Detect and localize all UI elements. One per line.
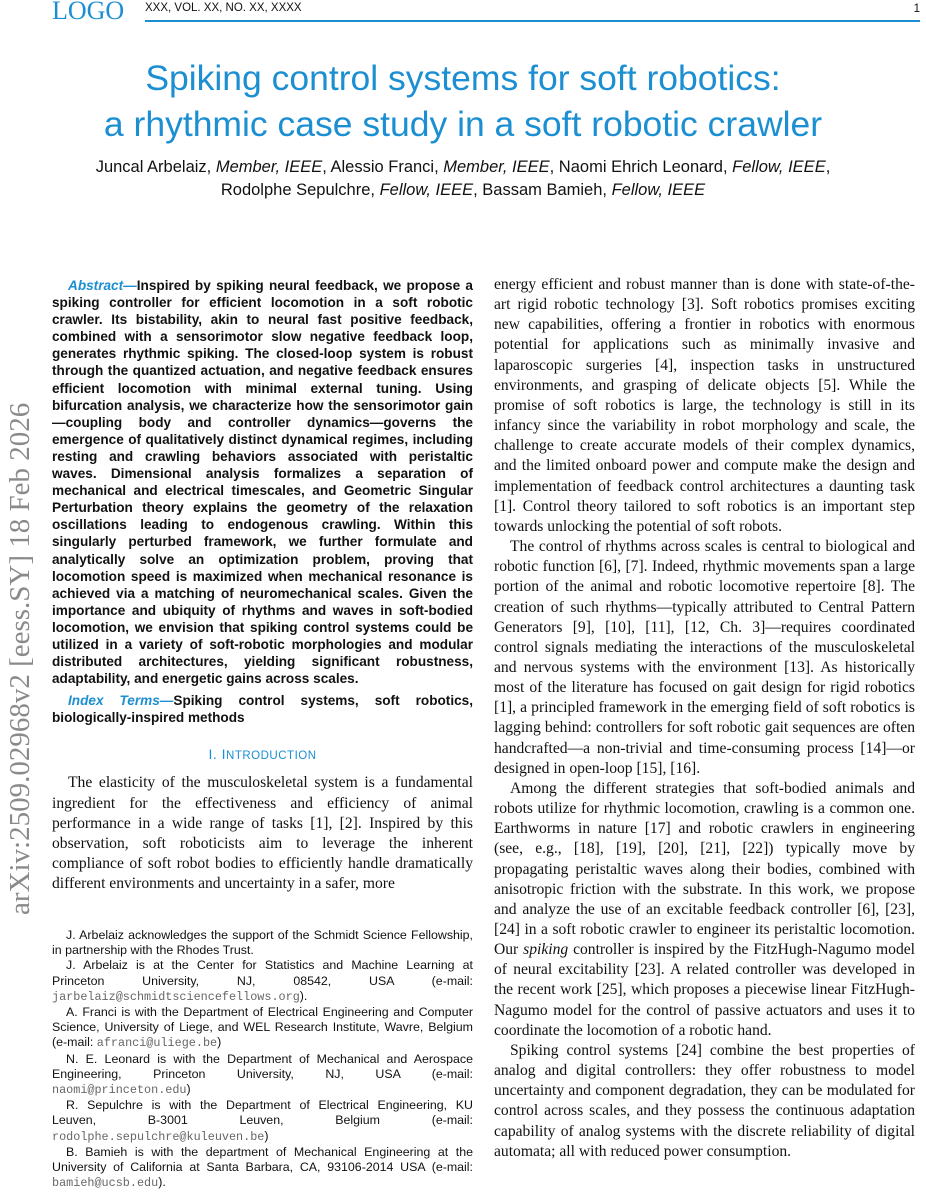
footnotes (52, 928, 473, 1191)
intro-paragraph-continued: energy efficient and robust manner than is done with state-of-the-art rigid robotic technology [3]. Soft robotics promises exciting new capabilities, offering a frontier in robotics with enormous potential for applications such as minimally invasive and laparoscopic surgeries [4], inspection tasks in unstructured environments, and grasping of delicate objects [5]. While the promise of soft robotics is large, the technology is still in its infancy since the variability in robot morphology and scale, the challenge to create accurate models of their complex dynamics, and the limited onboard power and compute make the design and implementation of feedback control architectures a daunting task [1]. Control theory tailored to soft robotics is an important step towards unlocking the potential of soft robots. (494, 276, 915, 535)
footnote: J. Arbelaiz acknowledges the support of the Schmidt Science Fellowship, in partnership with the Rhodes Trust. (52, 928, 473, 958)
running-header (52, 0, 926, 26)
author-role: Fellow, IEEE (732, 158, 826, 176)
title-line-2: a rhythmic case study in a soft robotic crawler (103, 104, 823, 144)
email-link[interactable]: rodolphe.sepulchre@kuleuven.be (52, 1129, 265, 1144)
journal-logo: LOGO (52, 0, 125, 25)
header-rule (145, 20, 920, 22)
author-role: Member, IEEE (215, 158, 323, 176)
footnote: B. Bamieh is with the department of Mechanical Engineering at the University of California at Santa Barbara, CA, 93106-2014 USA (e-mail: bamieh@ucsb.edu). (52, 1144, 473, 1191)
section-heading: I. INTRODUCTION (208, 746, 317, 763)
intro-paragraph: Spiking control systems [24] combine the best properties of analog and digital controllers: they offer robustness to model uncertainty and component degradation, they can be modulated for control across scales, and they possess the continuous adaptation capability of analog systems with the discrete reliability of digital automata; all with reduced power consumption. (494, 1041, 915, 1160)
author-name: , Bassam Bamieh, (473, 181, 612, 199)
intro-paragraph: The elasticity of the musculoskeletal system is a fundamental ingredient for the effectiveness and efficiency of animal performance in a wide range of tasks [1], [2]. Inspired by this observation, soft roboticists aim to leverage the inherent compliance of soft robot bodies to efficiently handle dramatically different environments and uncertainty in a safer, more (52, 774, 473, 893)
footnote: A. Franci is with the Department of Electrical Engineering and Computer Science, University of Liege, and WEL Research Institute, Wavre, Belgium (e-mail: afranci@uliege.be) (52, 1005, 473, 1051)
author-sep: , (825, 158, 831, 176)
email-link[interactable]: naomi@princeton.edu (52, 1083, 187, 1098)
abstract (52, 277, 473, 687)
paper-title (0, 55, 926, 147)
email-link[interactable]: afranci@uliege.be (96, 1036, 218, 1051)
author-role: Fellow, IEEE (379, 181, 474, 199)
index-terms-label: Index Terms— (68, 693, 174, 709)
author-name: , Alessio Franci, (322, 158, 444, 176)
page-number: 1 (913, 3, 920, 15)
left-column (52, 277, 473, 894)
right-column (494, 275, 915, 1162)
email-link[interactable]: jarbelaiz@schmidtsciencefellows.org (52, 989, 300, 1004)
journal-info: XXX, VOL. XX, NO. XX, XXXX (145, 2, 302, 14)
intro-paragraph: The control of rhythms across scales is central to biological and robotic function [6], [7]. Indeed, rhythmic movements span a large portion of the animal and robotic locomotive repertoire [8]. The creation of such rhythms—typically attributed to Central Pattern Generators [9], [10], [11], [12, Ch. 3]—requires coordinated control signals mediating the interactions of the musculoskeletal and nervous systems with the environment [13]. As historically most of the literature has focused on gait design for rigid robotics [1], a principled framework in the emerging field of soft robotics is lagging behind: controllers for soft robotic gait sequences are often handcrafted—a non-trivial and time-consuming process [14]—or designed in open-loop [15], [16]. (494, 538, 915, 777)
index-terms (52, 692, 473, 726)
author-name: Rodolphe Sepulchre, (220, 181, 380, 199)
author-role: Member, IEEE (443, 158, 550, 176)
author-name: Juncal Arbelaiz, (95, 158, 216, 176)
intro-paragraph: Among the different strategies that soft-bodied animals and robots utilize for rhythmic locomotion, crawling is a common one. Earthworms in nature [17] and robotic crawlers in engineering (see, e.g., [18], [19], [20], [21], [22]) typically move by propagating peristaltic waves along their bodies, combined with anisotropic friction with the substrate. In this work, we propose and analyze the use of an excitable feedback controller [6], [23], [24] in a soft robotic crawler to engineer its peristaltic locomotion. Our spiking controller is inspired by the FitzHugh-Nagumo model of neural excitability [23]. A related controller was developed in the recent work [25], which proposes a piecewise linear FitzHugh-Nagumo model for the control of passive actuators and uses it to coordinate the locomotion of a robotic hand. (494, 779, 915, 1039)
title-line-1: Spiking control systems for soft robotics: (145, 58, 781, 98)
abstract-label: Abstract— (68, 278, 137, 293)
index-terms-text: Spiking control systems, soft robotics, biologically-inspired methods (52, 693, 474, 726)
footnote: R. Sepulchre is with the Department of Electrical Engineering, KU Leuven, B-3001 Leuven, Belgium (e-mail: rodolphe.sepulchre@kuleuven.be) (52, 1098, 473, 1144)
abstract-text: Inspired by spiking neural feedback, we propose a spiking controller for efficient locomotion in a soft robotic crawler. Its bistability, akin to neural fast positive feedback, combined with a sensorimotor slow negative feedback loop, generates rhythmic spiking. The closed-loop system is robust through the quantized actuation, and negative feedback ensures efficient locomotion with minimal external tuning. Using bifurcation analysis, we characterize how the sensorimotor gain—coupling body and controller dynamics—governs the emergence of qualitatively distinct dynamical regimes, including resting and crawling behaviors associated with peristaltic waves. Dimensional analysis formalizes a separation of mechanical and electrical timescales, and Geometric Singular Perturbation theory explains the geometry of the relaxation oscillations leading to endogenous crawling. Within this singularly perturbed framework, we further formulate and analytically solve an optimization problem, proving that locomotion speed is maximized when mechanical resonance is achieved via a matching of neuromechanical scales. Given the importance and ubiquity of rhythms and waves in soft-bodied locomotion, we envision that spiking control systems could be utilized in a variety of soft-robotic morphologies and modular distributed architectures, yielding significant robustness, adaptability, and energetic gains across scales. (52, 278, 473, 687)
footnote: N. E. Leonard is with the Department of Mechanical and Aerospace Engineering, Princeton University, NJ, USA (e-mail: naomi@princeton.edu) (52, 1051, 473, 1098)
emphasis: spiking (523, 941, 569, 959)
author-list (0, 156, 926, 202)
author-role: Fellow, IEEE (611, 181, 706, 199)
author-name: , Naomi Ehrich Leonard, (549, 158, 733, 176)
email-link[interactable]: bamieh@ucsb.edu (52, 1176, 159, 1191)
footnote: J. Arbelaiz is at the Center for Statistics and Machine Learning at Princeton University, NJ, 08542, USA (e-mail: jarbelaiz@schmidtsciencefellows.org). (52, 958, 473, 1004)
arxiv-watermark: arXiv:2509.02968v2 [eess.SY] 18 Feb 2026 (4, 402, 36, 915)
